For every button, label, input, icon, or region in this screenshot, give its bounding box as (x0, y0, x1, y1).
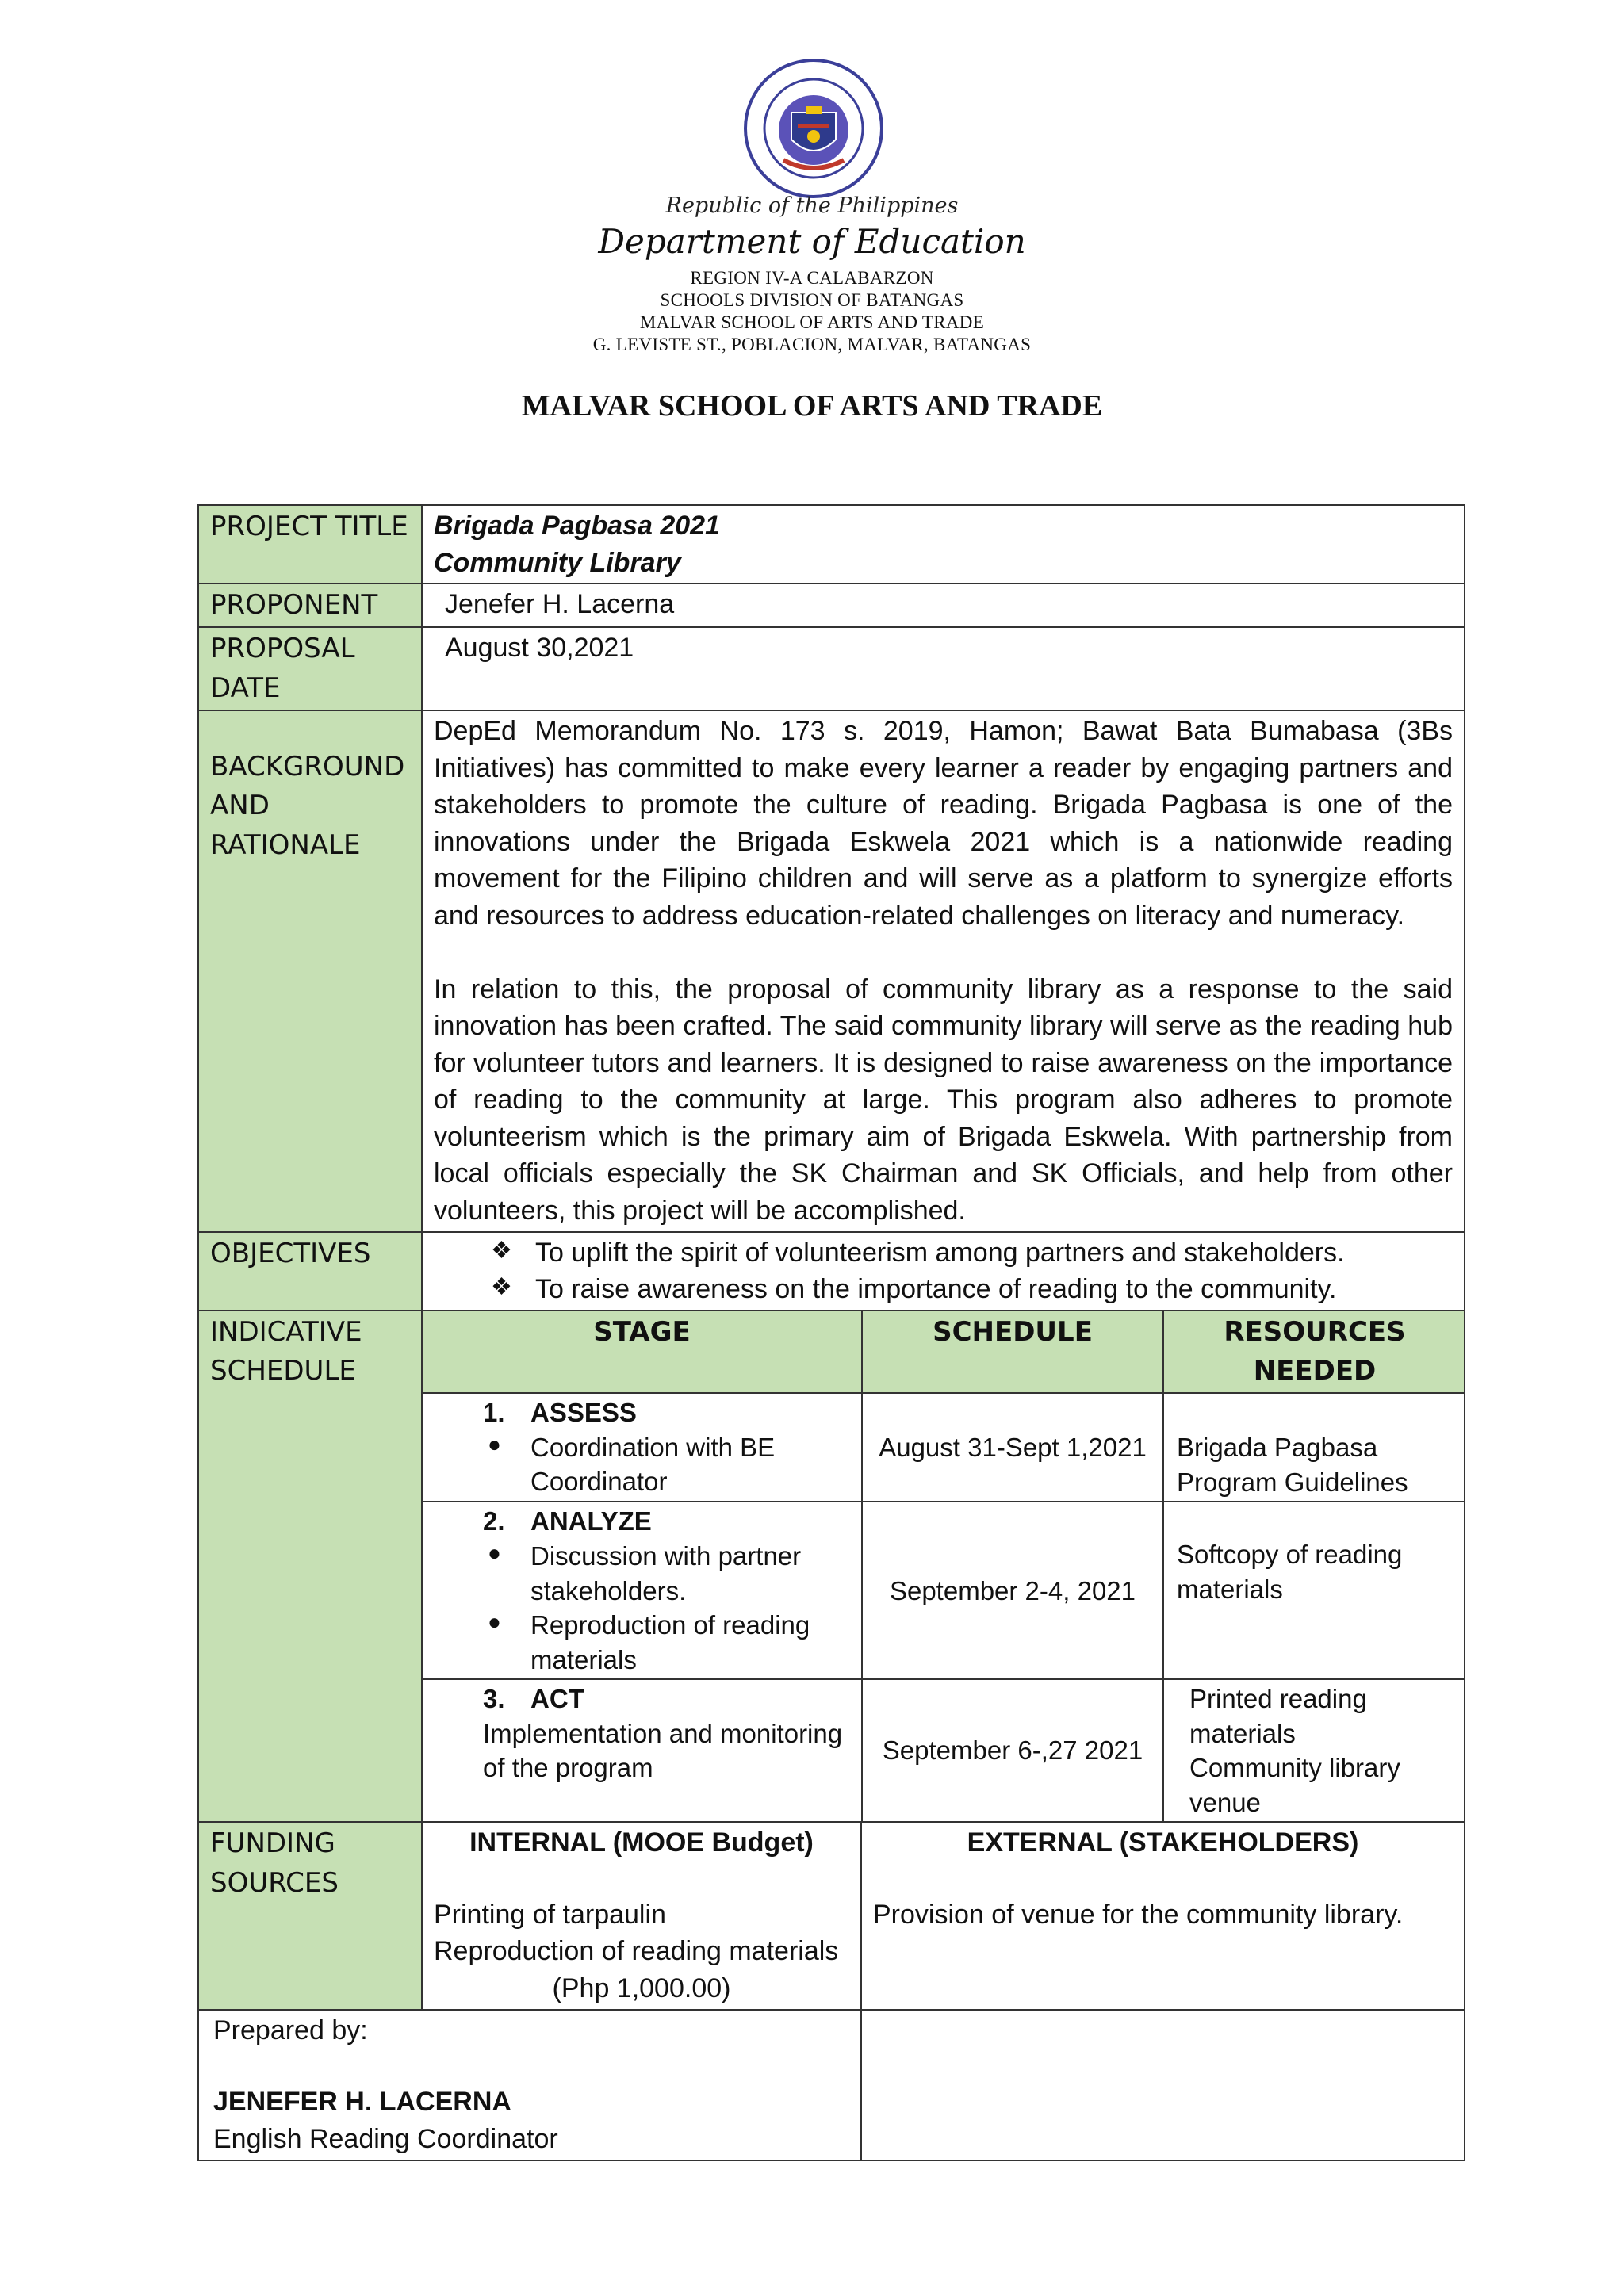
header-resources-line1: RESOURCES (1224, 1315, 1406, 1348)
republic-line: Republic of the Philippines (665, 193, 959, 218)
diamond-bullet-icon: ❖ (491, 1237, 512, 1264)
label-schedule (198, 1311, 422, 1823)
resource-item: Printed reading materials (1189, 1684, 1367, 1748)
schedule-date: August 31-Sept 1,2021 (862, 1393, 1163, 1502)
stage-title (483, 1682, 848, 1716)
label-proposal-date-line1: PROPOSAL (210, 633, 355, 665)
bullet-dot-icon: ● (488, 1431, 501, 1456)
label-schedule-line2: SCHEDULE (210, 1355, 356, 1387)
label-funding (198, 1822, 422, 2009)
signature-cell (861, 2010, 1465, 2160)
header-schedule: SCHEDULE (862, 1311, 1163, 1394)
schedule-row-analyze (423, 1502, 1465, 1679)
funding-external (861, 1822, 1465, 2009)
stage-bullet-text: Coordination with BE Coordinator (530, 1432, 776, 1497)
proposal-table (197, 504, 1465, 2161)
stage-cell (423, 1679, 862, 1821)
label-funding-line2: SOURCES (210, 1866, 339, 1899)
internal-header: INTERNAL (MOOE Budget) (469, 1827, 814, 1858)
schedule-header-row (423, 1311, 1465, 1394)
external-header: EXTERNAL (STAKEHOLDERS) (967, 1827, 1359, 1858)
background-paragraph-2: In relation to this, the proposal of community library as a response to the said innovation has been crafted. The said community library will serve as the reading hub for volunteer tutors and learners. It is designed to raise awareness on the importance of reading to the community at large. This program also adheres to promote volunteerism which is the primary aim of Brigada Eskwela. With partnership from local officials especially the SK Chairman and SK Officials, and help from other volunteers, this project will be accomplished. (434, 974, 1453, 1226)
header-resources (1163, 1311, 1465, 1394)
label-funding-line1: FUNDING (210, 1827, 335, 1860)
stage-bullet (483, 1430, 848, 1499)
resources-cell: Softcopy of reading materials (1163, 1502, 1465, 1679)
funding-internal (422, 1822, 861, 2009)
objective-text: To raise awareness on the importance of reading to the community. (535, 1274, 1337, 1305)
stage-cell (423, 1393, 862, 1502)
label-background-line2: AND (210, 790, 270, 822)
row-proponent (198, 584, 1465, 627)
label-proposal-date-line2: DATE (210, 672, 281, 704)
stage-bullet (483, 1608, 848, 1677)
stage-number: 2. (483, 1506, 505, 1536)
row-funding (198, 1822, 1465, 2009)
label-project-title: PROJECT TITLE (198, 505, 422, 584)
stage-number: 1. (483, 1398, 505, 1428)
value-proponent: Jenefer H. Lacerna (422, 584, 1465, 627)
stage-bullet (483, 1539, 848, 1608)
value-background (422, 710, 1465, 1232)
preparer-position: English Reading Coordinator (213, 2123, 558, 2154)
resource-item: Community library venue (1189, 1753, 1400, 1817)
bullet-dot-icon: ● (488, 1609, 501, 1635)
label-background-line1: BACKGROUND (210, 751, 405, 783)
label-background-line3: RATIONALE (210, 828, 361, 861)
internal-amount: (Php 1,000.00) (552, 1973, 731, 2004)
value-proposal-date: August 30,2021 (422, 627, 1465, 710)
address-line-division: SCHOOLS DIVISION OF BATANGAS (660, 290, 964, 310)
stage-description: Implementation and monitoring of the program (483, 1718, 843, 1783)
internal-item: Printing of tarpaulin (434, 1899, 666, 1930)
stage-cell (423, 1502, 862, 1679)
header-resources-line2: NEEDED (1253, 1355, 1377, 1387)
objective-text: To uplift the spirit of volunteerism among partners and stakeholders. (535, 1237, 1345, 1268)
label-proposal-date (198, 627, 422, 710)
row-prepared (198, 2010, 1465, 2160)
label-objectives: OBJECTIVES (198, 1232, 422, 1311)
row-background (198, 710, 1465, 1232)
stage-bullet-text: Discussion with partner stakeholders. (530, 1540, 802, 1605)
internal-item: Reproduction of reading materials (434, 1936, 839, 1967)
value-objectives (422, 1232, 1465, 1311)
label-proponent: PROPONENT (198, 584, 422, 627)
stage-bullet-text: Reproduction of reading materials (530, 1610, 810, 1674)
address-line-region: REGION IV-A CALABARZON (690, 268, 934, 288)
schedule-cell (422, 1311, 1465, 1823)
bullet-dot-icon: ● (488, 1540, 501, 1565)
objective-item (434, 1234, 1453, 1272)
row-objectives (198, 1232, 1465, 1311)
stage-title (483, 1504, 848, 1539)
project-title-line2: Community Library (434, 547, 681, 578)
project-title-line1: Brigada Pagbasa 2021 (434, 511, 720, 541)
deped-seal-icon (742, 57, 885, 200)
value-project-title (422, 505, 1465, 584)
resources-cell: Brigada Pagbasa Program Guidelines (1163, 1393, 1465, 1502)
objectives-list (434, 1234, 1453, 1308)
resources-cell (1163, 1679, 1465, 1821)
stage-title-text: ASSESS (530, 1398, 637, 1428)
school-title: MALVAR SCHOOL OF ARTS AND TRADE (521, 389, 1103, 423)
address-line-school: MALVAR SCHOOL OF ARTS AND TRADE (639, 312, 985, 332)
preparer-name: JENEFER H. LACERNA (213, 2087, 511, 2118)
stage-number: 3. (483, 1684, 505, 1714)
department-line: Department of Education (598, 222, 1026, 261)
header-stage: STAGE (423, 1311, 862, 1394)
row-proposal-date (198, 627, 1465, 710)
row-schedule (198, 1311, 1465, 1823)
schedule-row-act (423, 1679, 1465, 1821)
external-item: Provision of venue for the community library. (873, 1899, 1404, 1930)
background-paragraph-1: DepEd Memorandum No. 173 s. 2019, Hamon; Bawat Bata Bumabasa (3Bs Initiatives) has committed to make every learner a reader by engaging partners and stakeholders to promote the culture of reading. Brigada Pagbasa is one of the innovations under the Brigada Eskwela 2021 which is a nationwide reading movement for the Filipino children and will serve as a platform to synergize efforts and resources to address education-related challenges on literacy and numeracy. (434, 716, 1453, 931)
prepared-cell (198, 2010, 861, 2160)
schedule-date: September 6-,27 2021 (862, 1679, 1163, 1821)
stage-title-text: ANALYZE (530, 1506, 652, 1536)
schedule-row-assess (423, 1393, 1465, 1502)
stage-title (483, 1395, 848, 1430)
label-schedule-line1: INDICATIVE (210, 1315, 362, 1348)
diamond-bullet-icon: ❖ (491, 1274, 512, 1301)
label-background (198, 710, 422, 1232)
row-project-title (198, 505, 1465, 584)
address-line-street: G. LEVISTE ST., POBLACION, MALVAR, BATANGAS (592, 335, 1032, 354)
schedule-date: September 2-4, 2021 (862, 1502, 1163, 1679)
objective-item (434, 1271, 1453, 1308)
schedule-table (423, 1311, 1465, 1822)
stage-title-text: ACT (530, 1684, 584, 1714)
prepared-label: Prepared by: (213, 2015, 368, 2045)
